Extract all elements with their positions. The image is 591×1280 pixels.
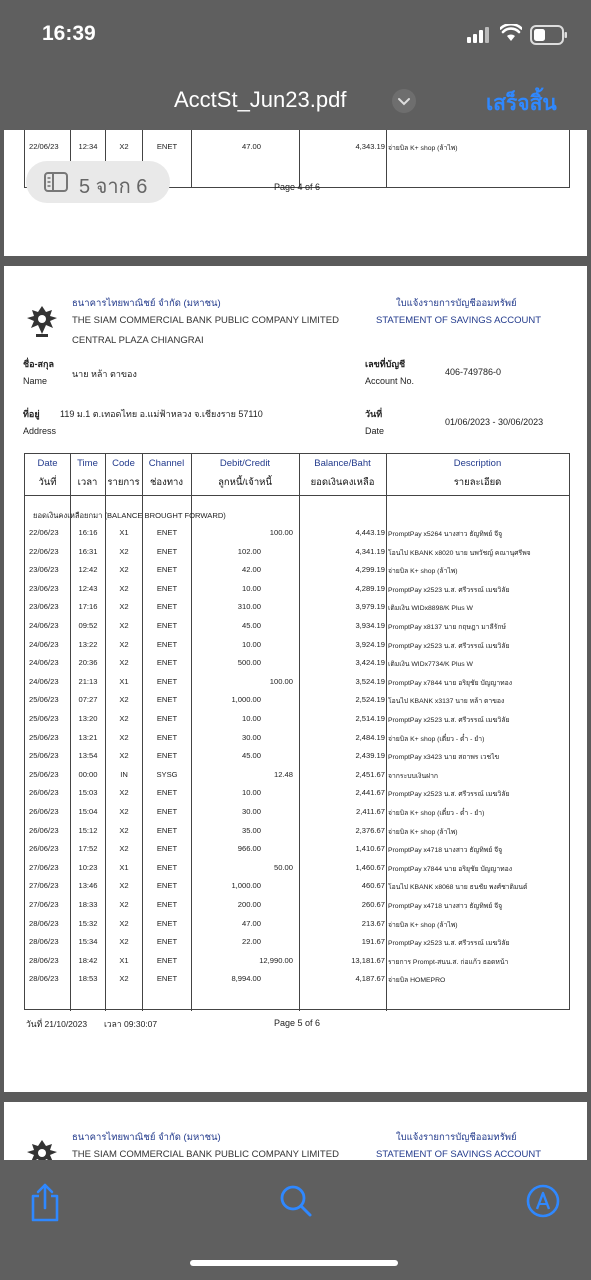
address-label-thai: ที่อยู่ bbox=[23, 409, 40, 419]
header-channel-thai: ช่องทาง bbox=[149, 477, 184, 488]
row-date: 28/06/23 bbox=[29, 974, 59, 984]
done-button[interactable]: เสร็จสิ้น bbox=[486, 92, 557, 115]
row-balance: 2,524.19 bbox=[355, 695, 385, 705]
table-row bbox=[25, 766, 569, 785]
table-row bbox=[25, 859, 569, 878]
row-debit: 45.00 bbox=[241, 751, 261, 761]
bank-name-thai: ธนาคารไทยพาณิชย์ จำกัด (มหาชน) bbox=[72, 298, 221, 309]
row-channel: ENET bbox=[156, 788, 178, 798]
row-description: จากระบบเงินฝาก bbox=[388, 772, 439, 780]
table-row bbox=[25, 673, 569, 692]
row-channel: ENET bbox=[156, 751, 178, 761]
table-row bbox=[25, 877, 569, 896]
row-debit: 200.00 bbox=[237, 900, 261, 909]
row-balance: 213.67 bbox=[361, 918, 385, 928]
row-description: จ่ายบิล K+ shop (เตี๋ยว - ต๋ำ - ยำ) bbox=[388, 810, 485, 817]
row-description: PromptPay x2523 น.ส. ศรีวรรณ์ เมฆวิลัย bbox=[388, 791, 510, 799]
table-row bbox=[25, 691, 569, 710]
header-code-thai: รายการ bbox=[107, 477, 140, 488]
row-channel: ENET bbox=[156, 918, 178, 928]
row-description: PromptPay x4718 นางสาว ธัญทิพย์ จีจู bbox=[388, 847, 503, 855]
row-code: X2 bbox=[119, 658, 129, 668]
row-channel: ENET bbox=[156, 844, 178, 854]
row-channel: ENET bbox=[156, 546, 178, 556]
row-debit: 310.00 bbox=[237, 602, 261, 612]
row-code: X2 bbox=[119, 825, 129, 835]
statement-title-english: STATEMENT OF SAVINGS ACCOUNT bbox=[376, 315, 542, 326]
row-channel: ENET bbox=[156, 974, 178, 984]
table-row bbox=[25, 803, 569, 822]
row-description: PromptPay x2523 น.ส. ศรีวรรณ์ เมฆวิลัย bbox=[388, 717, 510, 724]
row-debit: 500.00 bbox=[237, 658, 261, 668]
row-channel: ENET bbox=[156, 955, 178, 965]
row-channel: ENET bbox=[156, 937, 178, 947]
bank-name-thai: ธนาคารไทยพาณิชย์ จำกัด (มหาชน) bbox=[72, 1132, 221, 1143]
row-description: PromptPay x4718 นางสาว ธัญทิพย์ จีจู bbox=[388, 903, 503, 910]
row-debit: 102.00 bbox=[237, 546, 261, 556]
row-time: 15:34 bbox=[78, 937, 98, 947]
row-channel: ENET bbox=[156, 732, 178, 742]
row-date: 25/06/23 bbox=[29, 732, 59, 742]
header-channel: Channel bbox=[148, 458, 185, 469]
row-time: 17:16 bbox=[78, 602, 98, 612]
row-date: 22/06/23 bbox=[29, 528, 59, 537]
row-channel: ENET bbox=[156, 714, 178, 723]
table-row bbox=[25, 580, 569, 599]
row-credit: 50.00 bbox=[273, 862, 293, 872]
row-description: เติมเงิน WIDx7734/K Plus W bbox=[388, 661, 473, 669]
statement-period: 01/06/2023 - 30/06/2023 bbox=[445, 417, 544, 427]
status-time: 16:39 bbox=[42, 22, 96, 45]
row-description: PromptPay x2523 น.ส. ศรีวรรณ์ เมฆวิลัย bbox=[388, 586, 510, 594]
pdf-page-6 bbox=[4, 1102, 587, 1160]
row-date: 24/06/23 bbox=[29, 621, 59, 630]
row-debit: 10.00 bbox=[241, 583, 261, 593]
row-time: 16:31 bbox=[78, 546, 98, 556]
address-value: 119 ม.1 ต.เทอดไทย อ.แม่ฟ้าหลวง จ.เชียงราย 57110 bbox=[60, 409, 263, 419]
row-debit: 1,000.00 bbox=[231, 881, 261, 891]
row-balance: 3,424.19 bbox=[355, 658, 385, 668]
header-description: Description bbox=[453, 458, 502, 469]
row-date: 26/06/23 bbox=[29, 825, 59, 835]
row-date: 24/06/23 bbox=[29, 639, 59, 649]
row-time: 10:23 bbox=[78, 862, 98, 872]
row-balance: 2,411.67 bbox=[356, 807, 385, 816]
row-time: 13:54 bbox=[78, 751, 98, 761]
battery-icon bbox=[530, 25, 568, 45]
row-credit: 12.48 bbox=[273, 769, 293, 779]
row-date: 23/06/23 bbox=[29, 565, 59, 575]
bank-emblem-icon bbox=[24, 304, 60, 338]
date-label: Date bbox=[365, 426, 385, 436]
row-description: โอนไป KBANK x8068 นาย ธนชัย พงศ์ชาติมนต์ bbox=[388, 884, 528, 892]
row-date: 28/06/23 bbox=[29, 937, 59, 947]
row-channel: ENET bbox=[156, 881, 178, 891]
row-code: X1 bbox=[119, 862, 129, 872]
row-code: X2 bbox=[119, 583, 129, 593]
row-code: X2 bbox=[119, 546, 129, 556]
address-label: Address bbox=[23, 426, 57, 436]
row-description: จ่ายบิล HOMEPRO bbox=[388, 977, 446, 985]
header-debit-credit: Debit/Credit bbox=[219, 458, 271, 469]
row-date: 23/06/23 bbox=[29, 583, 59, 593]
row-time: 13:46 bbox=[78, 881, 98, 891]
row-balance: 2,484.19 bbox=[355, 732, 385, 742]
row-time: 07:27 bbox=[78, 695, 98, 705]
row-debit: 966.00 bbox=[237, 844, 261, 854]
row-time: 16:16 bbox=[78, 528, 98, 537]
table-row bbox=[25, 710, 569, 729]
page-footer-number: Page 4 of 6 bbox=[274, 182, 321, 192]
row-description: PromptPay x7844 นาย อริยุชัย บัญญาทอง bbox=[388, 865, 513, 873]
account-holder-name: นาย หล้า ตาของ bbox=[72, 369, 137, 379]
header-balance: Balance/Baht bbox=[314, 458, 371, 469]
row-time: 18:42 bbox=[78, 955, 98, 965]
row-time: 17:52 bbox=[78, 844, 98, 854]
table-row bbox=[25, 543, 569, 562]
row-channel: ENET bbox=[156, 862, 178, 872]
header-debit-credit-thai: ลูกหนี้/เจ้าหนี้ bbox=[218, 477, 272, 488]
row-balance: 3,524.19 bbox=[355, 676, 385, 686]
row-channel: ENET bbox=[156, 658, 178, 668]
table-row bbox=[25, 915, 569, 934]
title-menu-button[interactable] bbox=[392, 89, 416, 113]
table-row bbox=[25, 822, 569, 841]
row-time: 15:32 bbox=[78, 918, 98, 928]
chevron-down-icon bbox=[392, 89, 416, 113]
page-indicator-text: 5 จาก 6 bbox=[79, 176, 148, 198]
row-time: 20:36 bbox=[78, 658, 98, 668]
row-time: 00:00 bbox=[78, 769, 98, 779]
row-description: PromptPay x2523 น.ส. ศรีวรรณ์ เมฆวิลัย bbox=[388, 642, 510, 650]
print-date: วันที่ 21/10/2023 bbox=[26, 1019, 88, 1029]
row-balance: 3,979.19 bbox=[355, 602, 385, 612]
row-code: X1 bbox=[119, 955, 129, 965]
row-channel: ENET bbox=[156, 807, 178, 816]
row-balance: 2,451.67 bbox=[355, 769, 385, 779]
table-row bbox=[25, 896, 569, 915]
home-indicator[interactable] bbox=[190, 1260, 398, 1266]
row-debit: 47.00 bbox=[241, 918, 261, 928]
row-time: 13:22 bbox=[78, 639, 98, 649]
row-code: X2 bbox=[119, 639, 129, 649]
row-balance: 460.67 bbox=[361, 881, 385, 891]
search-icon[interactable] bbox=[279, 1184, 313, 1218]
row-time: 18:33 bbox=[78, 900, 98, 909]
table-row bbox=[25, 654, 569, 673]
table-row bbox=[25, 617, 569, 636]
row-channel: ENET bbox=[156, 900, 178, 909]
row-time: 13:20 bbox=[78, 714, 98, 723]
row-description: จ่ายบิล K+ shop (เตี๋ยว - ต๋ำ - ยำ) bbox=[388, 735, 485, 743]
row-time: 21:13 bbox=[78, 676, 98, 686]
row-code: X2 bbox=[119, 732, 129, 742]
table-row: 22/06/23 12:34 X2 ENET 47.00 4,343.19 จ่ายบิล K+ shop (ล้าไพ) bbox=[29, 142, 458, 152]
row-debit: 1,000.00 bbox=[231, 695, 261, 705]
name-label: Name bbox=[23, 376, 48, 386]
table-row bbox=[25, 952, 569, 971]
row-description: จ่ายบิล K+ shop (ล้าไพ) bbox=[388, 921, 458, 929]
transactions-table bbox=[24, 453, 570, 1010]
table-row bbox=[25, 747, 569, 766]
header-time-thai: เวลา bbox=[77, 477, 98, 488]
row-credit: 12,990.00 bbox=[259, 955, 293, 965]
row-code: X2 bbox=[119, 844, 129, 854]
page-indicator[interactable] bbox=[26, 161, 170, 203]
row-date: 26/06/23 bbox=[29, 807, 59, 816]
row-balance: 2,514.19 bbox=[355, 714, 385, 723]
row-time: 13:21 bbox=[78, 732, 98, 742]
row-time: 15:03 bbox=[78, 788, 98, 798]
row-date: 26/06/23 bbox=[29, 788, 59, 798]
row-code: X2 bbox=[119, 602, 129, 612]
row-date: 24/06/23 bbox=[29, 676, 59, 686]
row-channel: ENET bbox=[156, 639, 178, 649]
row-debit: 10.00 bbox=[241, 639, 261, 649]
row-date: 28/06/23 bbox=[29, 918, 59, 928]
header-date-thai: วันที่ bbox=[38, 477, 57, 488]
row-balance: 3,934.19 bbox=[355, 621, 385, 630]
row-code: X2 bbox=[119, 900, 129, 909]
header-date: Date bbox=[37, 458, 58, 469]
page-footer-number: Page 5 of 6 bbox=[274, 1018, 321, 1028]
row-code: X2 bbox=[119, 695, 129, 705]
pdf-page-5 bbox=[4, 266, 587, 1092]
bank-name-english: THE SIAM COMMERCIAL BANK PUBLIC COMPANY LIMITED bbox=[72, 315, 339, 326]
row-balance: 1,460.67 bbox=[355, 862, 385, 872]
row-channel: ENET bbox=[156, 676, 178, 686]
row-time: 18:53 bbox=[78, 974, 98, 984]
branch-name: CENTRAL PLAZA CHIANGRAI bbox=[72, 335, 204, 346]
row-credit: 100.00 bbox=[269, 528, 293, 537]
row-date: 27/06/23 bbox=[29, 900, 59, 909]
sidebar-thumbnails-icon bbox=[44, 172, 68, 192]
row-date: 26/06/23 bbox=[29, 844, 59, 854]
table-row bbox=[25, 970, 569, 989]
row-date: 24/06/23 bbox=[29, 658, 59, 668]
table-row bbox=[25, 933, 569, 952]
header-balance-thai: ยอดเงินคงเหลือ bbox=[310, 477, 375, 488]
bank-emblem-icon bbox=[24, 1138, 60, 1160]
balance-brought-forward: ยอดเงินคงเหลือยกมา (BALANCE BROUGHT FORWARD) bbox=[33, 511, 226, 520]
row-description: เติมเงิน WIDx8898/K Plus W bbox=[388, 605, 473, 613]
row-balance: 4,187.67 bbox=[355, 974, 385, 984]
document-title[interactable]: AcctSt_Jun23.pdf bbox=[174, 87, 347, 112]
row-description: จ่ายบิล K+ shop (ล้าไพ) bbox=[388, 828, 458, 836]
row-balance: 2,376.67 bbox=[355, 825, 385, 835]
row-debit: 8,994.00 bbox=[231, 974, 261, 984]
row-date: 25/06/23 bbox=[29, 714, 59, 723]
row-code: X2 bbox=[119, 918, 129, 928]
row-time: 12:43 bbox=[78, 583, 98, 593]
table-row bbox=[25, 840, 569, 859]
row-channel: ENET bbox=[156, 583, 178, 593]
row-date: 27/06/23 bbox=[29, 862, 59, 872]
row-time: 15:12 bbox=[78, 825, 98, 835]
table-row bbox=[25, 729, 569, 748]
row-channel: ENET bbox=[156, 602, 178, 612]
table-row bbox=[25, 598, 569, 617]
row-channel: ENET bbox=[156, 695, 178, 705]
row-code: X2 bbox=[119, 788, 129, 798]
row-description: โอนไป KBANK x8020 นาย นพวัชญ์ คณานุศรีพจ bbox=[388, 549, 531, 557]
header-code: Code bbox=[112, 458, 135, 469]
row-balance: 2,439.19 bbox=[355, 751, 385, 761]
row-balance: 4,443.19 bbox=[355, 528, 385, 537]
row-code: X2 bbox=[119, 714, 129, 723]
row-channel: ENET bbox=[156, 621, 178, 630]
row-balance: 13,181.67 bbox=[351, 955, 385, 965]
row-code: X2 bbox=[119, 937, 129, 947]
row-time: 09:52 bbox=[78, 621, 98, 630]
row-debit: 30.00 bbox=[241, 807, 261, 816]
table-row bbox=[25, 561, 569, 580]
row-description: PromptPay x7844 นาย อริยุชัย บัญญาทอง bbox=[388, 679, 513, 687]
row-date: 23/06/23 bbox=[29, 602, 59, 612]
row-channel: SYSG bbox=[156, 769, 178, 779]
row-code: X2 bbox=[119, 974, 129, 984]
row-debit: 22.00 bbox=[241, 937, 261, 947]
row-balance: 3,924.19 bbox=[355, 639, 385, 649]
row-debit: 10.00 bbox=[241, 714, 261, 723]
row-debit: 30.00 bbox=[241, 732, 261, 742]
row-date: 25/06/23 bbox=[29, 751, 59, 761]
markup-icon[interactable] bbox=[526, 1184, 560, 1218]
row-balance: 4,341.19 bbox=[355, 546, 385, 556]
status-bar bbox=[0, 0, 591, 62]
wifi-icon bbox=[500, 24, 522, 42]
row-description: PromptPay x2523 น.ส. ศรีวรรณ์ เมฆวิลัย bbox=[388, 940, 510, 948]
row-channel: ENET bbox=[156, 825, 178, 835]
row-code: X1 bbox=[119, 528, 129, 537]
row-balance: 2,441.67 bbox=[355, 788, 385, 798]
table-row bbox=[25, 784, 569, 803]
row-debit: 10.00 bbox=[241, 788, 261, 798]
date-label-thai: วันที่ bbox=[365, 409, 383, 419]
row-code: X2 bbox=[119, 807, 129, 816]
row-code: X2 bbox=[119, 881, 129, 891]
row-description: PromptPay x5264 นางสาว ธัญทิพย์ จีจู bbox=[388, 531, 503, 538]
row-description: PromptPay x8137 นาย กฤษฎา มาลีรักษ์ bbox=[388, 624, 506, 631]
name-label-thai: ชื่อ-สกุล bbox=[23, 359, 54, 369]
row-date: 25/06/23 bbox=[29, 695, 59, 705]
row-description: จ่ายบิล K+ shop (ล้าไพ) bbox=[388, 568, 458, 576]
cellular-signal-icon bbox=[467, 27, 493, 43]
row-code: X2 bbox=[119, 565, 129, 575]
row-code: X2 bbox=[119, 751, 129, 761]
row-channel: ENET bbox=[156, 528, 178, 537]
account-label: Account No. bbox=[365, 376, 415, 386]
row-description: โอนไป KBANK x3137 นาย หล้า ตาของ bbox=[388, 698, 505, 706]
row-balance: 4,299.19 bbox=[355, 565, 385, 575]
statement-title-thai: ใบแจ้งรายการบัญชีออมทรัพย์ bbox=[396, 1132, 517, 1143]
row-debit: 35.00 bbox=[241, 825, 261, 835]
row-time: 12:42 bbox=[78, 565, 98, 575]
statement-title-english: STATEMENT OF SAVINGS ACCOUNT bbox=[376, 1149, 542, 1160]
row-balance: 260.67 bbox=[361, 900, 385, 909]
bank-name-english: THE SIAM COMMERCIAL BANK PUBLIC COMPANY LIMITED bbox=[72, 1149, 339, 1160]
row-debit: 45.00 bbox=[241, 621, 261, 630]
row-code: X1 bbox=[119, 676, 129, 686]
row-debit: 42.00 bbox=[241, 565, 261, 575]
print-time: เวลา 09:30:07 bbox=[104, 1019, 158, 1029]
row-description: รายการ Prompt-สนน.ส. ก่อแก้ว ธอดหน้า bbox=[388, 958, 509, 966]
row-balance: 191.67 bbox=[361, 937, 385, 947]
header-description-thai: รายละเอียด bbox=[453, 477, 502, 488]
row-time: 15:04 bbox=[78, 807, 98, 816]
row-balance: 1,410.67 bbox=[355, 844, 385, 854]
header-time: Time bbox=[77, 458, 98, 469]
row-code: IN bbox=[120, 769, 128, 779]
row-channel: ENET bbox=[156, 565, 178, 575]
row-credit: 100.00 bbox=[269, 676, 293, 686]
account-label-thai: เลขที่บัญชี bbox=[365, 359, 406, 369]
share-icon[interactable] bbox=[28, 1182, 62, 1222]
row-date: 28/06/23 bbox=[29, 955, 59, 965]
statement-title-thai: ใบแจ้งรายการบัญชีออมทรัพย์ bbox=[396, 298, 517, 309]
table-row bbox=[25, 636, 569, 655]
row-description: PromptPay x3423 นาย สถาพร เวชไข bbox=[388, 754, 500, 762]
table-row bbox=[25, 524, 569, 543]
account-number: 406-749786-0 bbox=[445, 367, 502, 377]
row-date: 27/06/23 bbox=[29, 881, 59, 891]
row-date: 22/06/23 bbox=[29, 546, 59, 556]
row-code: X2 bbox=[119, 621, 129, 630]
row-date: 25/06/23 bbox=[29, 769, 59, 779]
row-balance: 4,289.19 bbox=[355, 583, 385, 593]
document-nav-bar bbox=[0, 62, 591, 130]
